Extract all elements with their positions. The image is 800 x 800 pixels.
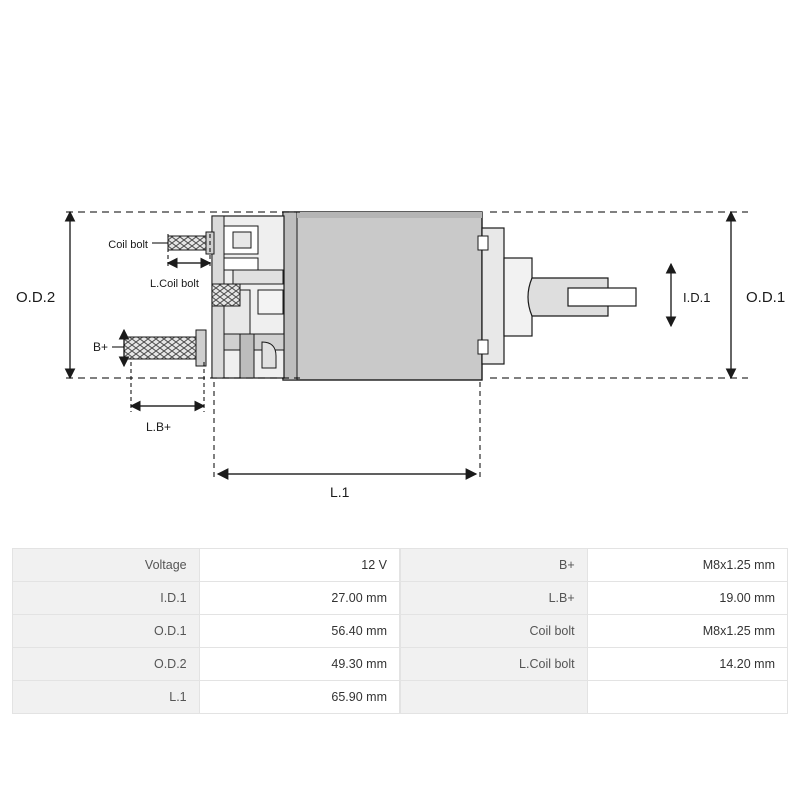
label-coil-bolt: Coil bolt bbox=[108, 239, 148, 251]
label-l-coil-bolt: L.Coil bolt bbox=[150, 278, 199, 290]
table-row bbox=[13, 615, 400, 648]
table-row bbox=[401, 615, 788, 648]
label-l-b-plus: L.B+ bbox=[146, 420, 172, 434]
solenoid-main-body bbox=[283, 212, 482, 380]
label-id1: I.D.1 bbox=[683, 290, 711, 305]
spec-value: 14.20 mm bbox=[587, 648, 787, 681]
b-plus-collar bbox=[196, 330, 206, 366]
plunger-slot bbox=[568, 288, 636, 306]
spec-value: 19.00 mm bbox=[587, 582, 787, 615]
spec-label: L.1 bbox=[13, 681, 200, 714]
solenoid-body-edge bbox=[283, 212, 297, 380]
spec-label: O.D.2 bbox=[13, 648, 200, 681]
label-od2: O.D.2 bbox=[16, 289, 56, 306]
spec-label: L.B+ bbox=[401, 582, 588, 615]
label-od1: O.D.1 bbox=[746, 289, 786, 306]
table-row bbox=[13, 549, 400, 582]
spec-value: M8x1.25 mm bbox=[587, 615, 787, 648]
spec-label bbox=[401, 681, 588, 714]
solenoid-left-detail-g bbox=[258, 290, 283, 314]
spec-label: I.D.1 bbox=[13, 582, 200, 615]
spec-table-left bbox=[12, 548, 400, 714]
table-row bbox=[401, 681, 788, 714]
table-row bbox=[401, 549, 788, 582]
table-row bbox=[13, 648, 400, 681]
spec-value: M8x1.25 mm bbox=[587, 549, 787, 582]
table-row bbox=[401, 648, 788, 681]
spec-value: 65.90 mm bbox=[199, 681, 399, 714]
solenoid-right-tab-bottom bbox=[478, 340, 488, 354]
solenoid-body-top-shade bbox=[297, 212, 482, 218]
solenoid-left-detail-f bbox=[240, 334, 254, 378]
spec-value bbox=[587, 681, 787, 714]
spec-label: L.Coil bolt bbox=[401, 648, 588, 681]
table-row bbox=[13, 681, 400, 714]
spec-label: O.D.1 bbox=[13, 615, 200, 648]
coil-winding bbox=[212, 284, 240, 306]
solenoid-left-detail-a bbox=[233, 232, 251, 248]
table-row bbox=[401, 582, 788, 615]
spec-value: 56.40 mm bbox=[199, 615, 399, 648]
spec-label: Voltage bbox=[13, 549, 200, 582]
label-b-plus: B+ bbox=[92, 340, 108, 354]
spec-table-right bbox=[400, 548, 788, 714]
spec-value: 12 V bbox=[199, 549, 399, 582]
solenoid-body-group bbox=[124, 212, 636, 380]
table-row bbox=[13, 582, 400, 615]
solenoid-left-detail-b bbox=[224, 258, 258, 270]
coil-bolt-stud bbox=[168, 236, 206, 250]
solenoid-left-detail-c bbox=[233, 270, 283, 284]
spec-label: Coil bolt bbox=[401, 615, 588, 648]
b-plus-stud bbox=[124, 337, 196, 359]
specifications-area bbox=[12, 548, 788, 714]
spec-value: 49.30 mm bbox=[199, 648, 399, 681]
label-l1: L.1 bbox=[330, 484, 350, 500]
spec-label: B+ bbox=[401, 549, 588, 582]
solenoid-right-tab-top bbox=[478, 236, 488, 250]
spec-value: 27.00 mm bbox=[199, 582, 399, 615]
